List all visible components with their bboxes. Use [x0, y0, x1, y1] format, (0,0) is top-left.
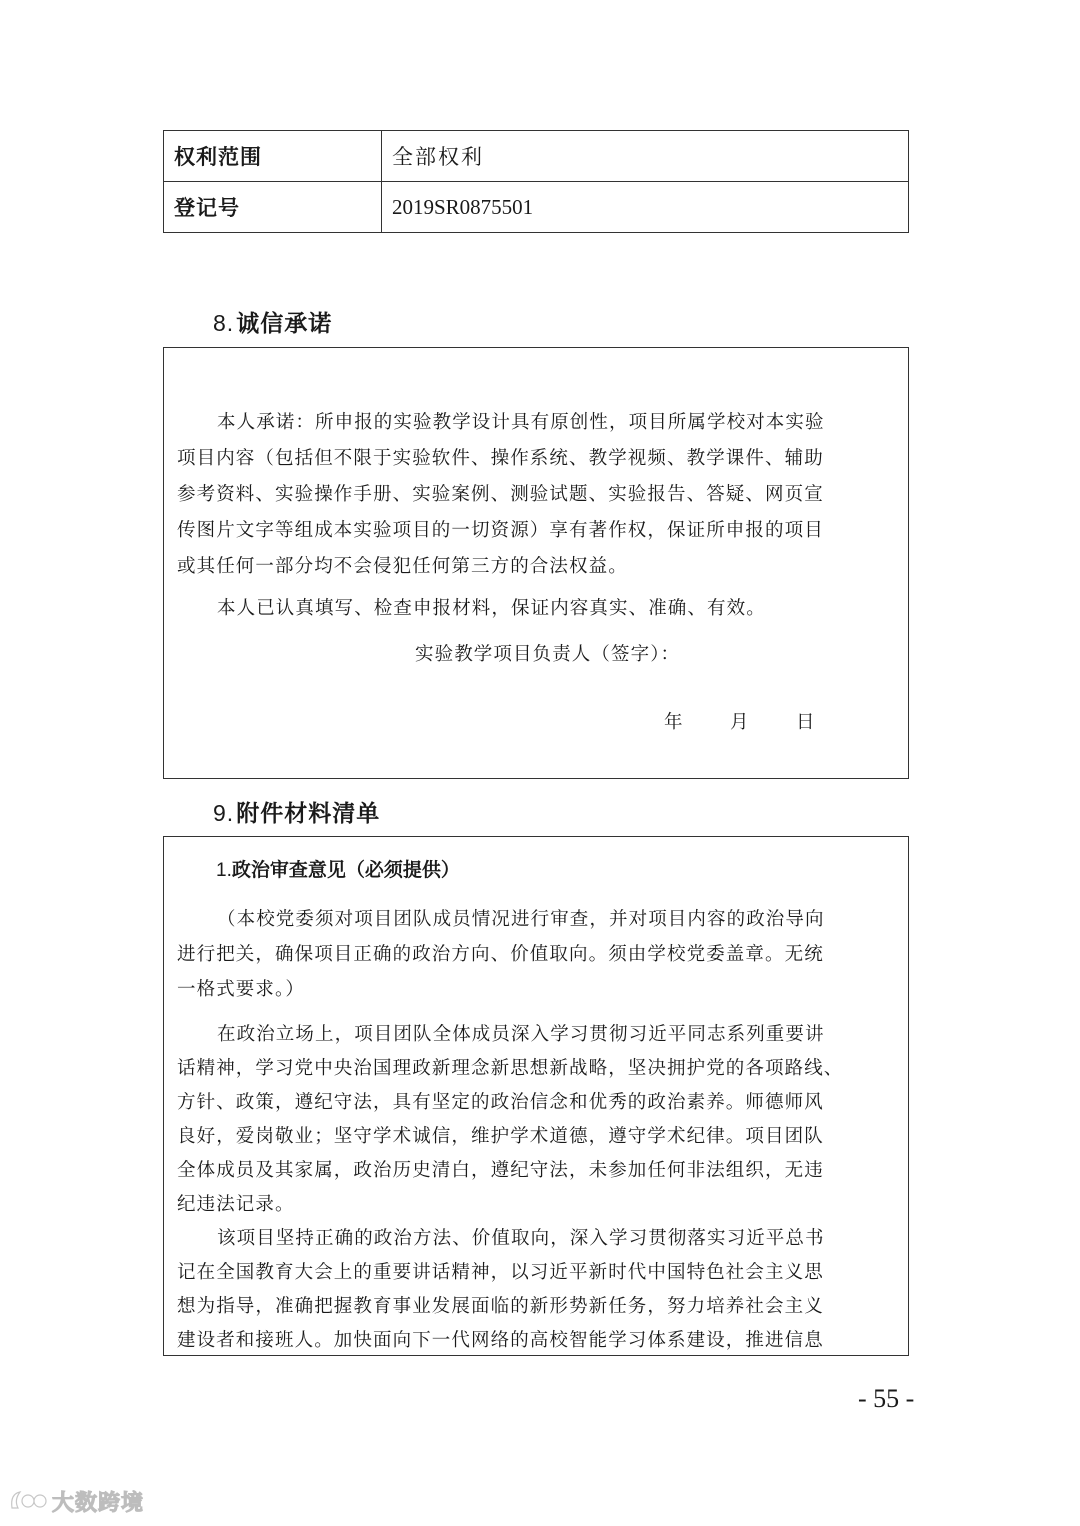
registration-number-label: 登记号 — [164, 182, 382, 233]
pledge-line: 传图片文字等组成本实验项目的一切资源）享有著作权，保证所申报的项目 — [177, 520, 824, 541]
political-review-heading — [216, 855, 460, 882]
section-9-number: 9. — [213, 800, 235, 826]
section-9-heading — [213, 795, 380, 828]
project-direction-line: 记在全国教育大会上的重要讲话精神，以习近平新时代中国特色社会主义思 — [177, 1262, 824, 1283]
political-stance-line: 良好，爱岗敬业；坚守学术诚信，维护学术道德，遵守学术纪律。项目团队 — [177, 1126, 824, 1147]
section-8-heading — [213, 305, 332, 338]
date-day: 日 — [796, 712, 816, 733]
watermark-text: 大数跨境 — [52, 1490, 145, 1516]
section-8-number: 8. — [213, 310, 235, 336]
page-number: - 55 - — [858, 1384, 915, 1413]
registration-number-value: 2019SR0875501 — [382, 182, 909, 233]
table-row — [164, 131, 909, 182]
rights-scope-label: 权利范围 — [164, 131, 382, 182]
political-stance-line: 话精神，学习党中央治国理政新理念新思想新战略，坚决拥护党的各项路线、 — [177, 1058, 844, 1079]
watermark-logo-icon — [8, 1488, 48, 1514]
review-note-line: 一格式要求。） — [177, 979, 305, 1000]
date-month: 月 — [730, 712, 750, 733]
watermark — [8, 1486, 144, 1516]
section-9-title: 附件材料清单 — [236, 801, 381, 827]
political-stance-line: 全体成员及其家属，政治历史清白，遵纪守法，未参加任何非法组织，无违 — [177, 1160, 824, 1181]
section-8-title: 诚信承诺 — [236, 311, 333, 337]
project-direction-line: 想为指导，准确把握教育事业发展面临的新形势新任务，努力培养社会主义 — [177, 1296, 824, 1317]
project-direction-line: 该项目坚持正确的政治方法、价值取向，深入学习贯彻落实习近平总书 — [217, 1228, 825, 1249]
pledge-line: 项目内容（包括但不限于实验软件、操作系统、教学视频、教学课件、辅助 — [177, 448, 824, 469]
pledge-confirmation: 本人已认真填写、检查申报材料，保证内容真实、准确、有效。 — [217, 598, 766, 619]
political-review-number: 1. — [216, 860, 232, 881]
pledge-line: 或其任何一部分均不会侵犯任何第三方的合法权益。 — [177, 556, 628, 577]
pledge-line: 参考资料、实验操作手册、实验案例、测验试题、实验报告、答疑、网页宣 — [177, 484, 824, 505]
political-stance-line: 在政治立场上，项目团队全体成员深入学习贯彻习近平同志系列重要讲 — [217, 1024, 825, 1045]
table-row — [164, 182, 909, 233]
political-stance-line: 方针、政策，遵纪守法，具有坚定的政治信念和优秀的政治素养。师德师风 — [177, 1092, 824, 1113]
integrity-pledge-box — [163, 347, 909, 779]
attachments-box — [163, 836, 909, 1356]
political-stance-line: 纪违法记录。 — [177, 1194, 295, 1215]
review-note-line: （本校党委须对项目团队成员情况进行审查，并对项目内容的政治导向 — [217, 909, 825, 930]
pledge-line: 本人承诺：所申报的实验教学设计具有原创性，项目所属学校对本实验 — [217, 412, 825, 433]
signature-label: 实验教学项目负责人（签字）： — [415, 644, 681, 665]
political-review-title: 政治审查意见（必须提供） — [231, 859, 460, 881]
review-note-line: 进行把关，确保项目正确的政治方向、价值取向。须由学校党委盖章。无统 — [177, 944, 824, 965]
project-direction-line: 建设者和接班人。加快面向下一代网络的高校智能学习体系建设，推进信息 — [177, 1330, 824, 1351]
rights-scope-value: 全部权利 — [382, 131, 909, 182]
date-year: 年 — [664, 712, 684, 733]
rights-table — [163, 130, 909, 233]
